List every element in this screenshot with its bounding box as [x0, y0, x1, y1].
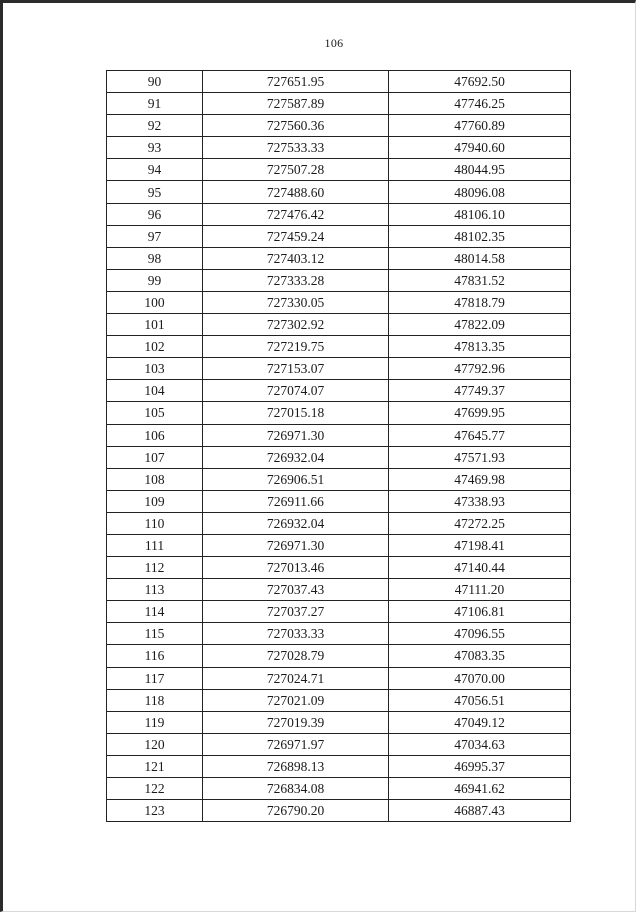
table-row — [107, 402, 571, 424]
x-coordinate-cell: 726932.04 — [203, 512, 389, 534]
table-row — [107, 159, 571, 181]
table-row — [107, 534, 571, 556]
table-row — [107, 71, 571, 93]
table-row — [107, 778, 571, 800]
x-coordinate-cell: 727488.60 — [203, 181, 389, 203]
x-coordinate-cell: 727024.71 — [203, 667, 389, 689]
x-coordinate-cell: 727533.33 — [203, 137, 389, 159]
y-coordinate-cell: 47645.77 — [389, 424, 571, 446]
y-coordinate-cell: 47940.60 — [389, 137, 571, 159]
x-coordinate-cell: 726932.04 — [203, 446, 389, 468]
x-coordinate-cell: 727507.28 — [203, 159, 389, 181]
table-row — [107, 490, 571, 512]
x-coordinate-cell: 727153.07 — [203, 358, 389, 380]
point-number-cell: 94 — [107, 159, 203, 181]
x-coordinate-cell: 726898.13 — [203, 755, 389, 777]
y-coordinate-cell: 46887.43 — [389, 800, 571, 822]
table-row — [107, 269, 571, 291]
x-coordinate-cell: 727033.33 — [203, 623, 389, 645]
point-number-cell: 96 — [107, 203, 203, 225]
x-coordinate-cell: 727074.07 — [203, 380, 389, 402]
table-row — [107, 645, 571, 667]
point-number-cell: 122 — [107, 778, 203, 800]
table-row — [107, 468, 571, 490]
table-row — [107, 755, 571, 777]
point-number-cell: 112 — [107, 557, 203, 579]
point-number-cell: 111 — [107, 534, 203, 556]
point-number-cell: 99 — [107, 269, 203, 291]
x-coordinate-cell: 727021.09 — [203, 689, 389, 711]
y-coordinate-cell: 47034.63 — [389, 733, 571, 755]
point-number-cell: 104 — [107, 380, 203, 402]
y-coordinate-cell: 47831.52 — [389, 269, 571, 291]
table-row — [107, 203, 571, 225]
table-row — [107, 137, 571, 159]
x-coordinate-cell: 727651.95 — [203, 71, 389, 93]
point-number-cell: 103 — [107, 358, 203, 380]
point-number-cell: 101 — [107, 314, 203, 336]
table-row — [107, 247, 571, 269]
y-coordinate-cell: 47338.93 — [389, 490, 571, 512]
point-number-cell: 106 — [107, 424, 203, 446]
point-number-cell: 95 — [107, 181, 203, 203]
point-number-cell: 121 — [107, 755, 203, 777]
y-coordinate-cell: 46995.37 — [389, 755, 571, 777]
y-coordinate-cell: 47198.41 — [389, 534, 571, 556]
x-coordinate-cell: 727459.24 — [203, 225, 389, 247]
point-number-cell: 110 — [107, 512, 203, 534]
point-number-cell: 91 — [107, 93, 203, 115]
table-row — [107, 667, 571, 689]
y-coordinate-cell: 48106.10 — [389, 203, 571, 225]
x-coordinate-cell: 726790.20 — [203, 800, 389, 822]
y-coordinate-cell: 47813.35 — [389, 336, 571, 358]
y-coordinate-cell: 47822.09 — [389, 314, 571, 336]
y-coordinate-cell: 47760.89 — [389, 115, 571, 137]
point-number-cell: 90 — [107, 71, 203, 93]
y-coordinate-cell: 47818.79 — [389, 291, 571, 313]
table-row — [107, 557, 571, 579]
point-number-cell: 123 — [107, 800, 203, 822]
y-coordinate-cell: 47746.25 — [389, 93, 571, 115]
point-number-cell: 108 — [107, 468, 203, 490]
table-row — [107, 800, 571, 822]
table-row — [107, 733, 571, 755]
point-number-cell: 97 — [107, 225, 203, 247]
point-number-cell: 102 — [107, 336, 203, 358]
table-row — [107, 291, 571, 313]
coordinate-table-body — [107, 71, 571, 822]
x-coordinate-cell: 726834.08 — [203, 778, 389, 800]
point-number-cell: 120 — [107, 733, 203, 755]
table-row — [107, 623, 571, 645]
y-coordinate-cell: 47571.93 — [389, 446, 571, 468]
table-row — [107, 115, 571, 137]
y-coordinate-cell: 48044.95 — [389, 159, 571, 181]
point-number-cell: 105 — [107, 402, 203, 424]
point-number-cell: 98 — [107, 247, 203, 269]
point-number-cell: 116 — [107, 645, 203, 667]
point-number-cell: 115 — [107, 623, 203, 645]
point-number-cell: 119 — [107, 711, 203, 733]
x-coordinate-cell: 727037.27 — [203, 601, 389, 623]
table-row — [107, 314, 571, 336]
x-coordinate-cell: 727028.79 — [203, 645, 389, 667]
y-coordinate-cell: 47096.55 — [389, 623, 571, 645]
y-coordinate-cell: 47056.51 — [389, 689, 571, 711]
point-number-cell: 92 — [107, 115, 203, 137]
y-coordinate-cell: 47083.35 — [389, 645, 571, 667]
table-row — [107, 512, 571, 534]
table-row — [107, 689, 571, 711]
x-coordinate-cell: 727403.12 — [203, 247, 389, 269]
y-coordinate-cell: 47749.37 — [389, 380, 571, 402]
table-row — [107, 579, 571, 601]
x-coordinate-cell: 727476.42 — [203, 203, 389, 225]
y-coordinate-cell: 47692.50 — [389, 71, 571, 93]
y-coordinate-cell: 47049.12 — [389, 711, 571, 733]
y-coordinate-cell: 48102.35 — [389, 225, 571, 247]
point-number-cell: 107 — [107, 446, 203, 468]
x-coordinate-cell: 726971.30 — [203, 534, 389, 556]
point-number-cell: 109 — [107, 490, 203, 512]
x-coordinate-cell: 727330.05 — [203, 291, 389, 313]
coordinate-table — [106, 70, 571, 822]
x-coordinate-cell: 726906.51 — [203, 468, 389, 490]
y-coordinate-cell: 46941.62 — [389, 778, 571, 800]
x-coordinate-cell: 727302.92 — [203, 314, 389, 336]
table-row — [107, 711, 571, 733]
x-coordinate-cell: 727015.18 — [203, 402, 389, 424]
page-number: 106 — [324, 36, 344, 50]
table-row — [107, 336, 571, 358]
y-coordinate-cell: 47272.25 — [389, 512, 571, 534]
point-number-cell: 93 — [107, 137, 203, 159]
y-coordinate-cell: 47106.81 — [389, 601, 571, 623]
x-coordinate-cell: 727587.89 — [203, 93, 389, 115]
y-coordinate-cell: 47111.20 — [389, 579, 571, 601]
point-number-cell: 117 — [107, 667, 203, 689]
y-coordinate-cell: 47469.98 — [389, 468, 571, 490]
y-coordinate-cell: 48014.58 — [389, 247, 571, 269]
x-coordinate-cell: 727037.43 — [203, 579, 389, 601]
x-coordinate-cell: 726971.30 — [203, 424, 389, 446]
point-number-cell: 100 — [107, 291, 203, 313]
y-coordinate-cell: 47792.96 — [389, 358, 571, 380]
y-coordinate-cell: 47699.95 — [389, 402, 571, 424]
table-row — [107, 358, 571, 380]
x-coordinate-cell: 727019.39 — [203, 711, 389, 733]
table-row — [107, 601, 571, 623]
x-coordinate-cell: 727560.36 — [203, 115, 389, 137]
x-coordinate-cell: 727219.75 — [203, 336, 389, 358]
table-row — [107, 380, 571, 402]
table-row — [107, 181, 571, 203]
table-row — [107, 446, 571, 468]
table-row — [107, 93, 571, 115]
x-coordinate-cell: 726911.66 — [203, 490, 389, 512]
x-coordinate-cell: 727013.46 — [203, 557, 389, 579]
y-coordinate-cell: 47070.00 — [389, 667, 571, 689]
y-coordinate-cell: 47140.44 — [389, 557, 571, 579]
x-coordinate-cell: 726971.97 — [203, 733, 389, 755]
x-coordinate-cell: 727333.28 — [203, 269, 389, 291]
table-row — [107, 225, 571, 247]
point-number-cell: 114 — [107, 601, 203, 623]
y-coordinate-cell: 48096.08 — [389, 181, 571, 203]
table-row — [107, 424, 571, 446]
point-number-cell: 118 — [107, 689, 203, 711]
point-number-cell: 113 — [107, 579, 203, 601]
